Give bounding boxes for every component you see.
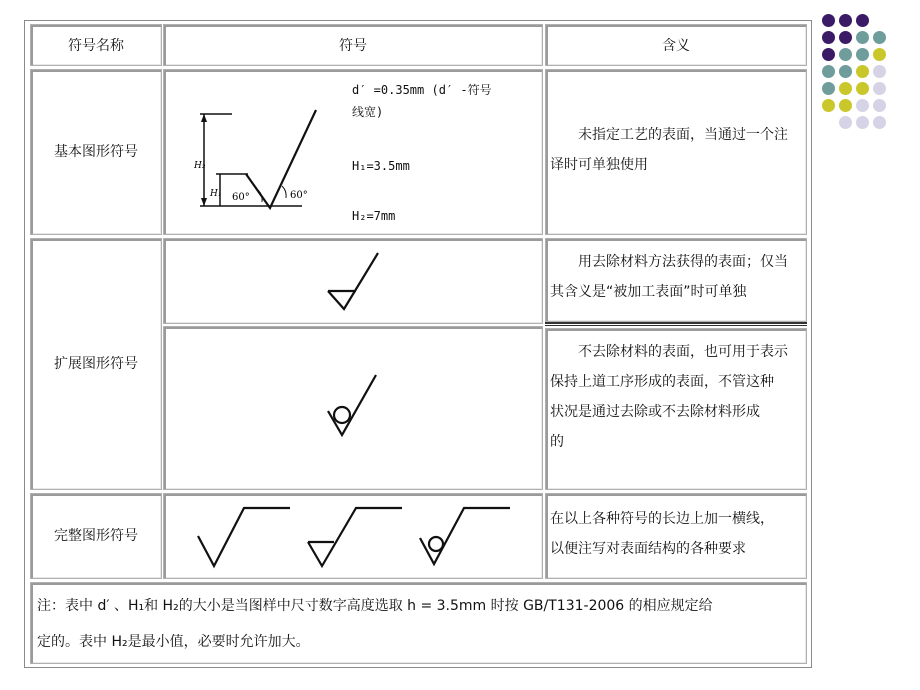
row-complete-name-text: 完整图形符号	[54, 528, 138, 544]
row-basic-meaning	[545, 69, 807, 235]
decorative-dot-grid	[818, 10, 918, 150]
row-extended-meaning-a-line-1: 用去除材料方法获得的表面；仅当	[578, 254, 788, 270]
row-extended-meaning-b-line-2: 保持上道工序形成的表面，不管这种	[550, 374, 774, 390]
decorative-dot	[822, 31, 835, 44]
row-extended-meaning-b-line-3: 状况是通过去除或不去除材料形成	[550, 404, 760, 420]
decorative-dot	[856, 116, 869, 129]
header-symbol	[163, 24, 543, 66]
label-angle-right: 60°	[290, 190, 308, 201]
decorative-dot	[822, 99, 835, 112]
complete-no-removal-symbol-icon	[410, 504, 510, 574]
decorative-dot	[839, 31, 852, 44]
row-extended-meaning-a-line-2: 其含义是“被加工表面”时可单独	[550, 284, 747, 300]
decorative-dot	[822, 14, 835, 27]
row-extended-symbol-b	[163, 326, 543, 490]
double-divider	[545, 322, 807, 326]
table-note	[30, 582, 807, 664]
decorative-dot	[856, 82, 869, 95]
row-extended-symbol-a	[163, 238, 543, 324]
header-symbol-name-text: 符号名称	[68, 38, 124, 54]
row-basic-meaning-line-2: 译时可单独使用	[550, 157, 648, 173]
no-removal-symbol-icon	[320, 369, 390, 449]
header-meaning-text: 含义	[662, 38, 690, 54]
decorative-dot	[839, 82, 852, 95]
row-complete-name	[30, 493, 162, 579]
decorative-dot	[873, 65, 886, 78]
note-line-2: 定的。表中 H₂是最小值，必要时允许加大。	[37, 634, 310, 650]
row-extended-meaning-b	[545, 328, 807, 490]
row-basic-name	[30, 69, 162, 235]
decorative-dot	[822, 48, 835, 61]
decorative-dot	[839, 116, 852, 129]
row-complete-meaning-line-2: 以便注写对表面结构的各种要求	[550, 541, 746, 557]
decorative-dot	[873, 82, 886, 95]
row-basic-name-text: 基本图形符号	[54, 144, 138, 160]
header-symbol-name	[30, 24, 162, 66]
row-extended-name-text: 扩展图形符号	[54, 356, 138, 372]
decorative-dot	[839, 99, 852, 112]
decorative-dot	[873, 116, 886, 129]
removal-symbol-icon	[322, 247, 382, 317]
spec-line-1: d′ =0.35mm (d′ -符号	[352, 83, 492, 97]
complete-removal-symbol-icon	[304, 504, 404, 574]
decorative-dot	[873, 99, 886, 112]
label-h1: H₁	[210, 189, 222, 199]
row-complete-symbol	[163, 493, 543, 579]
decorative-dot	[856, 99, 869, 112]
complete-basic-symbol-icon	[194, 504, 294, 574]
decorative-dot	[856, 31, 869, 44]
header-meaning	[545, 24, 807, 66]
spec-h1: H₁=3.5mm	[352, 159, 410, 173]
spec-line-2: 线宽)	[352, 105, 384, 119]
label-angle-left: 60°	[232, 192, 250, 203]
decorative-dot	[822, 82, 835, 95]
row-basic-meaning-line-1: 未指定工艺的表面，当通过一个注	[578, 127, 788, 143]
spec-h2: H₂=7mm	[352, 209, 396, 223]
basic-symbol-diagram	[192, 102, 332, 222]
decorative-dot	[856, 65, 869, 78]
note-line-1: 注：表中 d′ 、H₁和 H₂的大小是当图样中尺寸数字高度选取 h = 3.5mm 时按 GB/T131-2006 的相应规定给	[37, 598, 713, 614]
decorative-dot	[873, 31, 886, 44]
row-basic-symbol	[163, 69, 543, 235]
row-complete-meaning-line-1: 在以上各种符号的长边上加一横线，	[550, 511, 774, 527]
decorative-dot	[839, 65, 852, 78]
decorative-dot	[856, 14, 869, 27]
label-h2: H₂	[194, 161, 206, 171]
row-extended-meaning-b-line-1: 不去除材料的表面，也可用于表示	[578, 344, 788, 360]
surface-symbol-table	[24, 20, 812, 668]
decorative-dot	[856, 48, 869, 61]
row-extended-name	[30, 238, 162, 490]
decorative-dot	[839, 48, 852, 61]
row-extended-meaning-a	[545, 238, 807, 322]
decorative-dot	[873, 48, 886, 61]
header-symbol-text: 符号	[339, 38, 367, 54]
row-complete-meaning	[545, 493, 807, 579]
decorative-dot	[822, 65, 835, 78]
decorative-dot	[839, 14, 852, 27]
row-extended-meaning-b-line-4: 的	[550, 434, 564, 450]
